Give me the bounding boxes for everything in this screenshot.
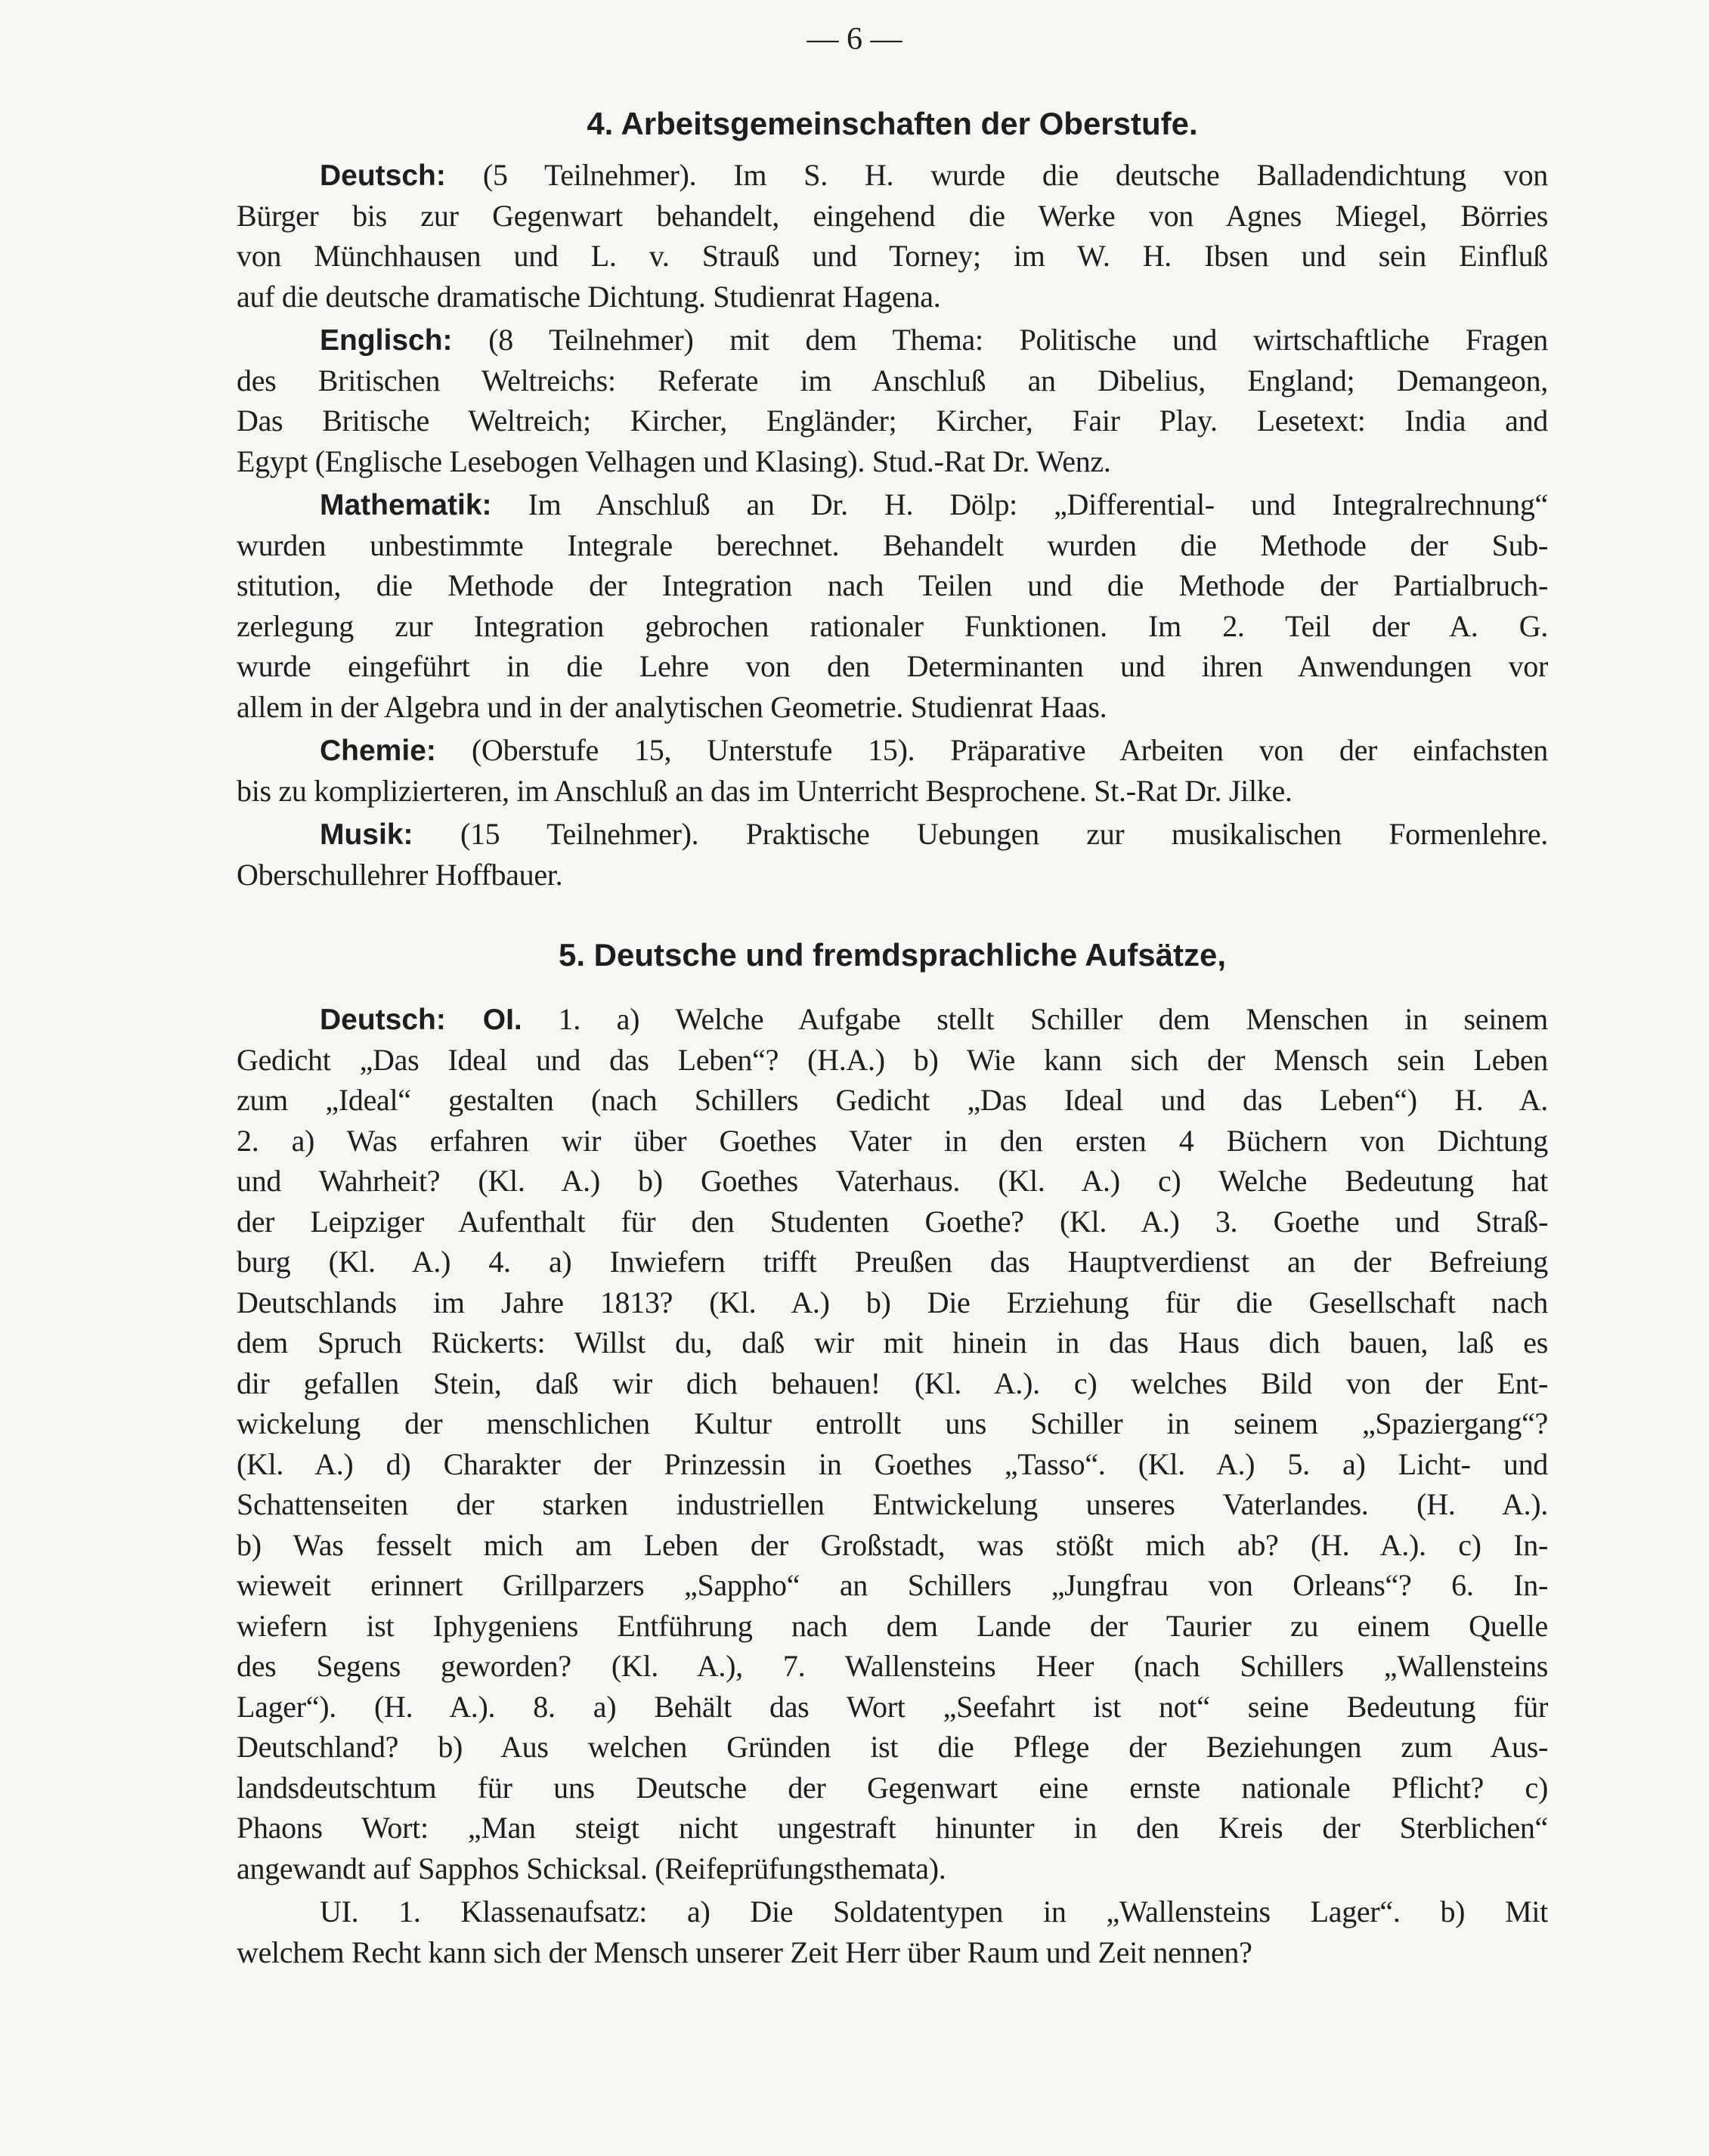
line-text: Egypt (Englische Lesebogen Velhagen und Klasing). Stud.-Rat Dr. Wenz.: [237, 444, 1111, 478]
text-line: [237, 1080, 1548, 1121]
text-line: [237, 1484, 1548, 1525]
line-text: landsdeutschtum für uns Deutsche der Gegenwart eine ernste nationale Pflicht? c): [237, 1770, 1548, 1805]
line-text: (5 Teilnehmer). Im S. H. wurde die deutsche Balladendichtung von: [445, 158, 1548, 192]
line-text: dir gefallen Stein, daß wir dich behauen! (Kl. A.). c) welches Bild von der Ent-: [237, 1366, 1548, 1400]
line-text: stitution, die Methode der Integration nach Teilen und die Methode der Partialbruch-: [237, 568, 1548, 602]
text-line: [237, 1040, 1548, 1081]
text-line: [237, 646, 1548, 687]
line-text: wurde eingeführt in die Lehre von den Determinanten und ihren Anwendungen vor: [237, 649, 1548, 683]
text-line: [237, 441, 1548, 482]
text-line: [237, 730, 1548, 771]
text-line: [237, 1565, 1548, 1606]
line-text: Gedicht „Das Ideal und das Leben“? (H.A.) b) Wie kann sich der Mensch sein Leben: [237, 1042, 1548, 1077]
line-text: 1. a) Welche Aufgabe stellt Schiller dem Menschen in seinem: [522, 1002, 1548, 1036]
line-text: des Segens geworden? (Kl. A.), 7. Wallensteins Heer (nach Schillers „Wallensteins: [237, 1649, 1548, 1683]
text-line: [237, 1808, 1548, 1848]
line-text: zum „Ideal“ gestalten (nach Schillers Gedicht „Das Ideal und das Leben“) H. A.: [237, 1083, 1548, 1117]
paragraph: [237, 155, 1548, 317]
line-text: Deutschland? b) Aus welchen Gründen ist die Pflege der Beziehungen zum Aus-: [237, 1730, 1548, 1764]
text-line: [237, 1202, 1548, 1242]
line-text: Schattenseiten der starken industriellen Entwickelung unseres Vaterlandes. (H. A.).: [237, 1487, 1548, 1521]
section-4-body: [237, 155, 1548, 898]
text-line: [237, 1444, 1548, 1485]
text-line: [237, 1932, 1548, 1973]
line-text: welchem Recht kann sich der Mensch unserer Zeit Herr über Raum und Zeit nennen?: [237, 1935, 1252, 1969]
line-text: wiefern ist Iphygeniens Entführung nach dem Lande der Taurier zu einem Quelle: [237, 1608, 1548, 1643]
text-line: [237, 855, 1548, 895]
text-line: [237, 196, 1548, 237]
line-text: 2. a) Was erfahren wir über Goethes Vater in den ersten 4 Büchern von Dichtung: [237, 1123, 1548, 1158]
text-line: [237, 1363, 1548, 1404]
line-text: allem in der Algebra und in der analytischen Geometrie. Studienrat Haas.: [237, 689, 1107, 724]
section-heading-4: 4. Arbeitsgemeinschaften der Oberstufe.: [587, 106, 1198, 141]
line-text: Phaons Wort: „Man steigt nicht ungestraft hinunter in den Kreis der Sterblichen“: [237, 1811, 1548, 1845]
paragraph-lead: Deutsch: OI.: [320, 1004, 522, 1036]
line-text: (8 Teilnehmer) mit dem Thema: Politische und wirtschaftliche Fragen: [452, 323, 1548, 357]
text-line: [237, 999, 1548, 1040]
line-text: Oberschullehrer Hoffbauer.: [237, 857, 563, 892]
line-text: wurden unbestimmte Integrale berechnet. Behandelt wurden die Methode der Sub-: [237, 527, 1548, 562]
text-line: [237, 606, 1548, 647]
text-line: [237, 1727, 1548, 1768]
text-line: [237, 687, 1548, 728]
line-text: zerlegung zur Integration gebrochen rationaler Funktionen. Im 2. Teil der A. G.: [237, 608, 1548, 643]
section-heading-5: 5. Deutsche und fremdsprachliche Aufsätze,: [558, 937, 1226, 973]
line-text: Lager“). (H. A.). 8. a) Behält das Wort „Seefahrt ist not“ seine Bedeutung für: [237, 1689, 1548, 1724]
line-text: angewandt auf Sapphos Schicksal. (Reifeprüfungsthemata).: [237, 1851, 946, 1885]
text-line: [237, 1161, 1548, 1202]
text-line: [237, 771, 1548, 812]
paragraph-lead: Musik:: [320, 818, 413, 851]
text-line: [237, 1687, 1548, 1728]
text-line: [237, 814, 1548, 855]
text-line: [237, 1322, 1548, 1363]
text-line: [237, 1525, 1548, 1566]
line-text: Das Britische Weltreich; Kircher, Engländer; Kircher, Fair Play. Lesetext: India and: [237, 404, 1548, 438]
paragraph: [237, 999, 1548, 1888]
line-text: wickelung der menschlichen Kultur entrollt uns Schiller in seinem „Spaziergang“?: [237, 1406, 1548, 1440]
paragraph-lead: Deutsch:: [320, 159, 446, 192]
line-text: und Wahrheit? (Kl. A.) b) Goethes Vaterhaus. (Kl. A.) c) Welche Bedeutung hat: [237, 1164, 1548, 1198]
text-line: [237, 401, 1548, 441]
line-text: auf die deutsche dramatische Dichtung. Studienrat Hagena.: [237, 279, 941, 314]
text-line: [237, 360, 1548, 401]
line-text: Bürger bis zur Gegenwart behandelt, eingehend die Werke von Agnes Miegel, Börries: [237, 198, 1548, 233]
text-line: [237, 525, 1548, 566]
text-line: [237, 1403, 1548, 1444]
paragraph: [237, 814, 1548, 895]
text-line: [237, 484, 1548, 525]
line-text: dem Spruch Rückerts: Willst du, daß wir mit hinein in das Haus dich bauen, laß es: [237, 1325, 1548, 1359]
paragraph: [237, 320, 1548, 481]
line-text: des Britischen Weltreichs: Referate im Anschluß an Dibelius, England; Demangeon,: [237, 363, 1548, 397]
text-line: [237, 1892, 1548, 1932]
page-number: — 6 —: [807, 22, 902, 57]
text-line: [237, 1768, 1548, 1808]
text-line: [237, 236, 1548, 277]
line-text: Deutschlands im Jahre 1813? (Kl. A.) b) Die Erziehung für die Gesellschaft nach: [237, 1285, 1548, 1319]
text-line: [237, 320, 1548, 360]
paragraph-lead: Englisch:: [320, 324, 453, 357]
line-text: wieweit erinnert Grillparzers „Sappho“ an Schillers „Jungfrau von Orleans“? 6. In-: [237, 1568, 1548, 1602]
text-line: [237, 1646, 1548, 1687]
text-line: [237, 155, 1548, 196]
line-text: b) Was fesselt mich am Leben der Großstadt, was stößt mich ab? (H. A.). c) In-: [237, 1527, 1548, 1562]
text-line: [237, 1282, 1548, 1323]
paragraph: [237, 484, 1548, 727]
paragraph: [237, 730, 1548, 811]
line-text: burg (Kl. A.) 4. a) Inwiefern trifft Preußen das Hauptverdienst an der Befreiung: [237, 1245, 1548, 1279]
text-line: [237, 1121, 1548, 1162]
line-text: von Münchhausen und L. v. Strauß und Torney; im W. H. Ibsen und sein Einfluß: [237, 239, 1548, 273]
line-text: (Kl. A.) d) Charakter der Prinzessin in Goethes „Tasso“. (Kl. A.) 5. a) Licht- und: [237, 1446, 1548, 1481]
line-text: Im Anschluß an Dr. H. Dölp: „Differential- und Integralrechnung“: [491, 487, 1548, 521]
paragraph-lead: Mathematik:: [320, 489, 492, 521]
line-text: der Leipziger Aufenthalt für den Studenten Goethe? (Kl. A.) 3. Goethe und Straß-: [237, 1204, 1548, 1239]
paragraph-lead: Chemie:: [320, 735, 436, 767]
line-text: UI. 1. Klassenaufsatz: a) Die Soldatentypen in „Wallensteins Lager“. b) Mit: [320, 1895, 1548, 1929]
text-line: [237, 1848, 1548, 1889]
section-5-body: [237, 999, 1548, 1975]
text-line: [237, 1606, 1548, 1647]
text-line: [237, 1242, 1548, 1282]
line-text: (15 Teilnehmer). Praktische Uebungen zur musikalischen Formenlehre.: [413, 817, 1548, 851]
paragraph: [237, 1892, 1548, 1972]
text-line: [237, 277, 1548, 317]
line-text: bis zu komplizierteren, im Anschluß an das im Unterricht Besprochene. St.-Rat Dr. Jilke.: [237, 773, 1293, 808]
text-line: [237, 565, 1548, 606]
line-text: (Oberstufe 15, Unterstufe 15). Präparative Arbeiten von der einfachsten: [435, 733, 1548, 767]
